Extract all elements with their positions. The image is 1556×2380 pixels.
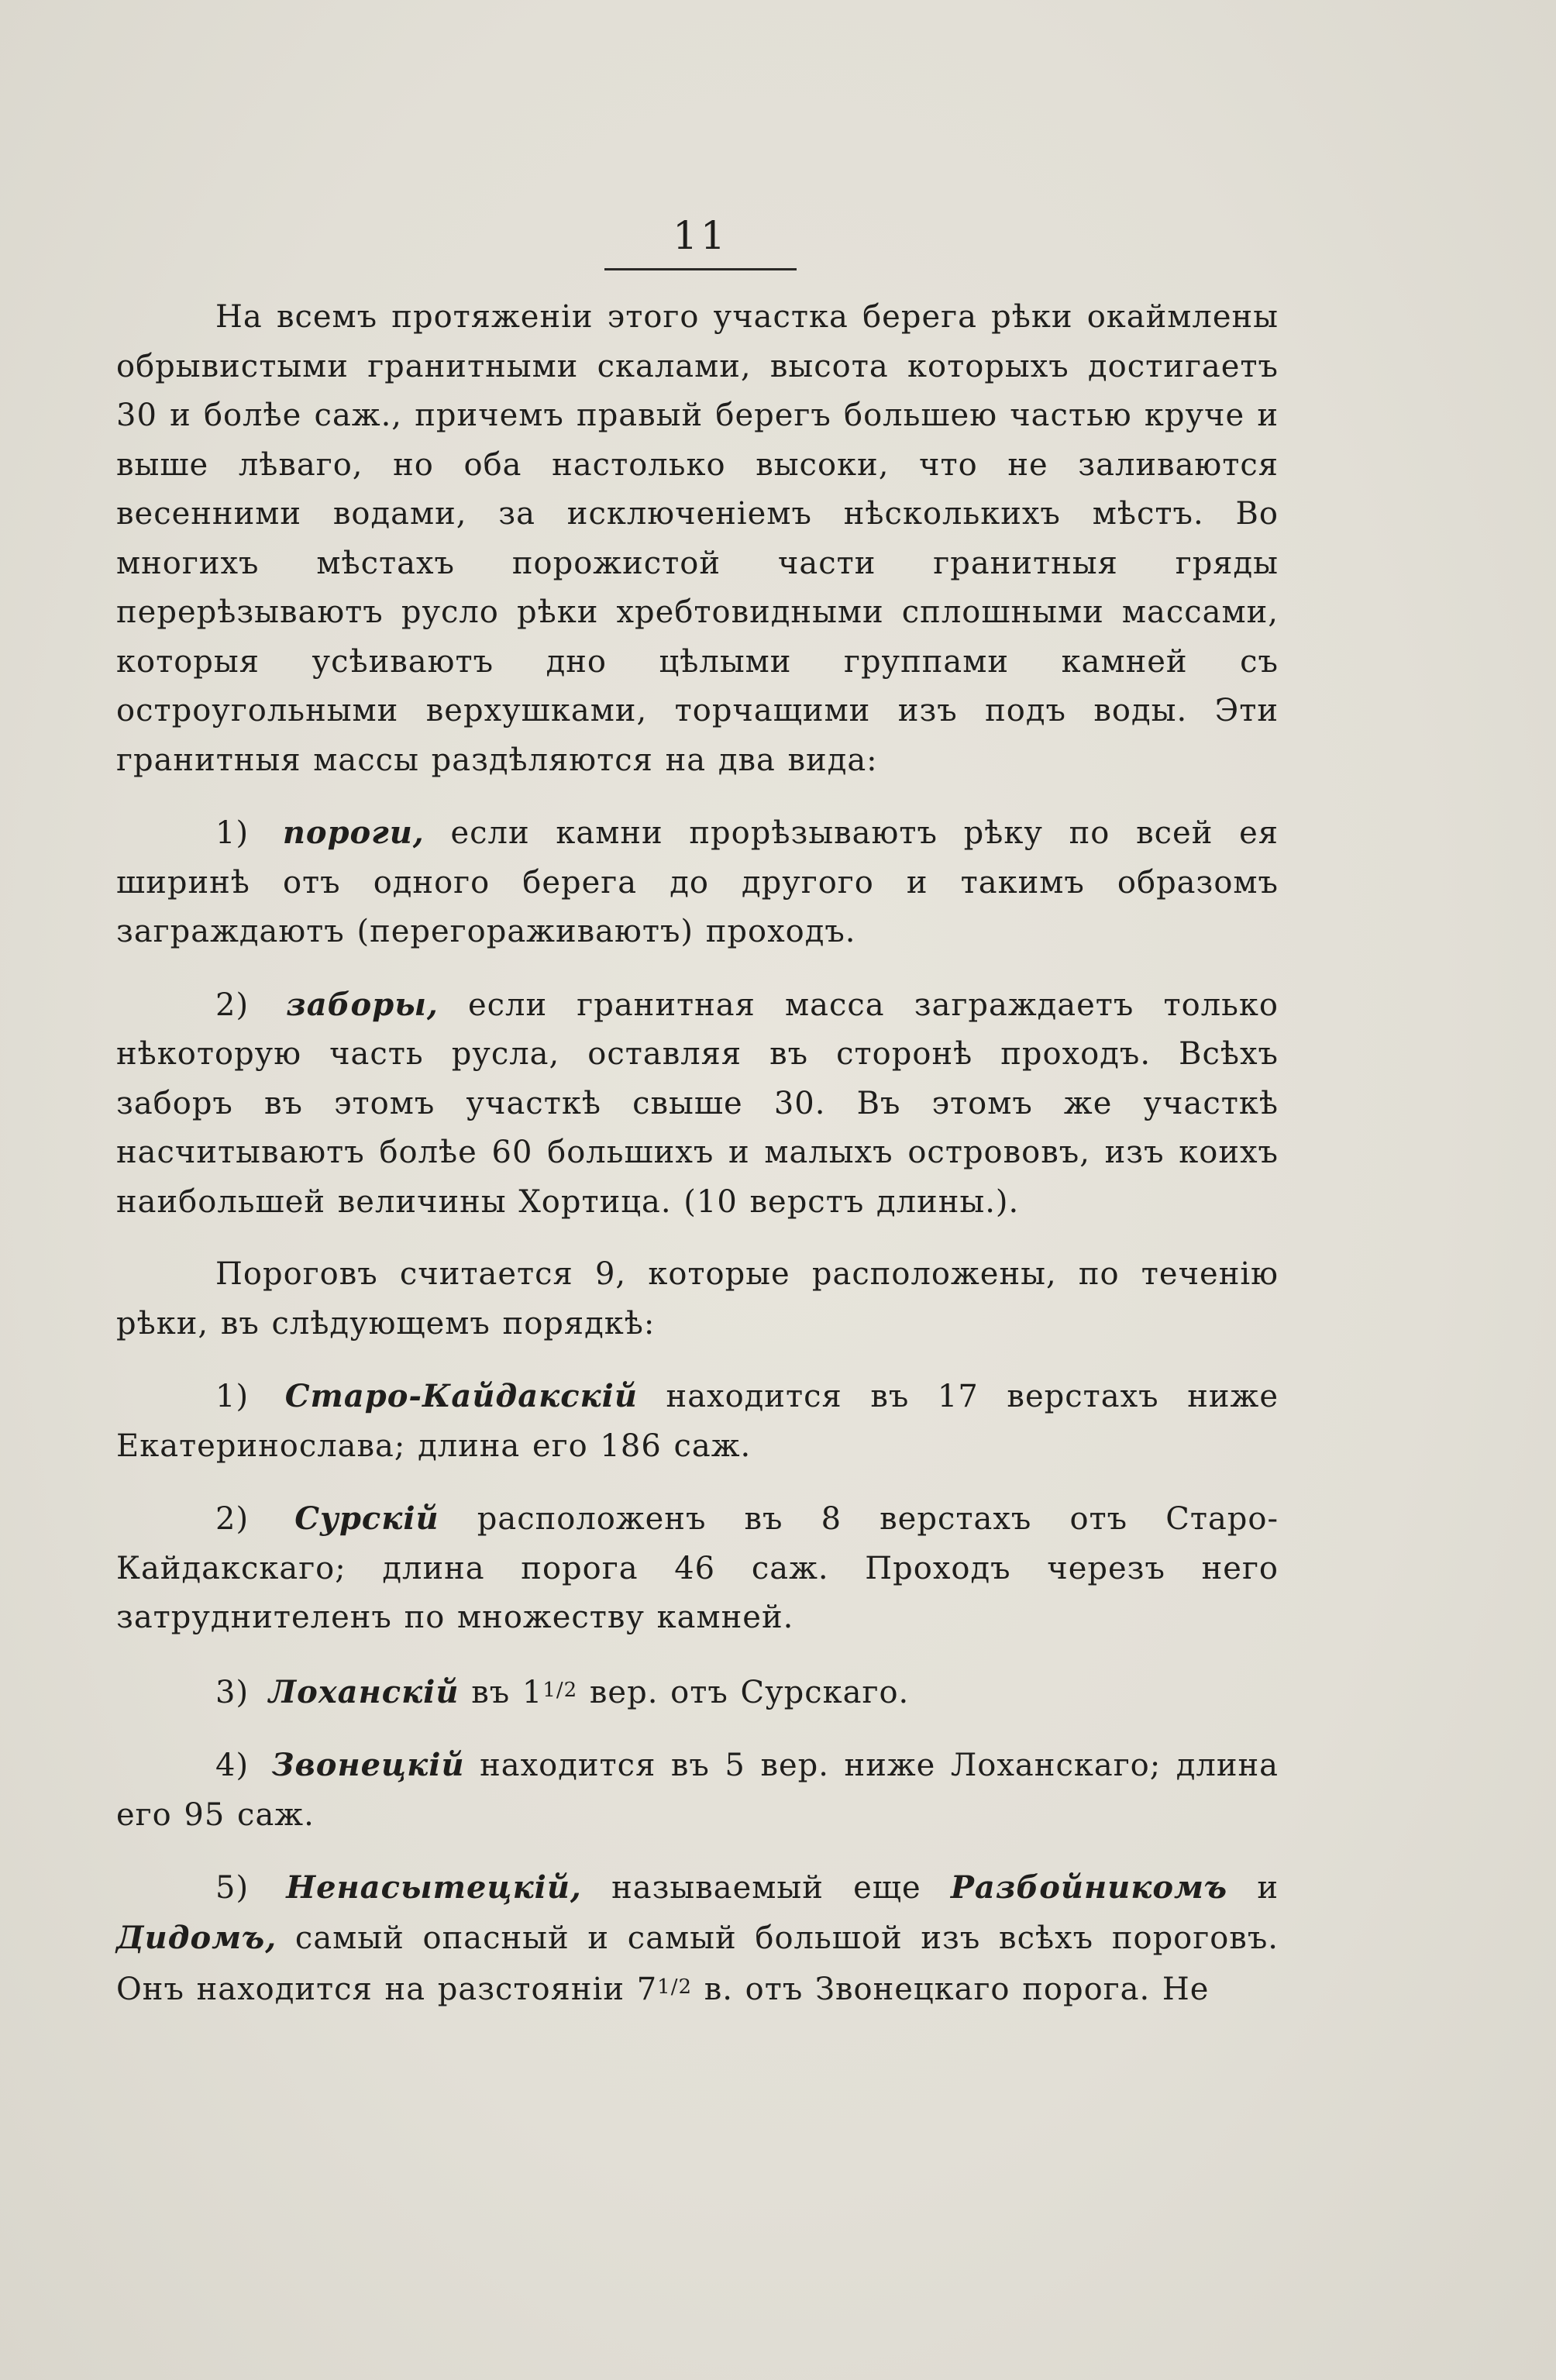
item-number: 5) [215,1870,250,1906]
item-number: 1) [215,815,250,851]
rapids-count-paragraph: Пороговъ считается 9, которые расположены, по теченію рѣки, въ слѣдующемъ порядкѣ: [116,1256,1279,1342]
item-paragraph-zabory [116,980,1279,1228]
fraction: 1/2 [657,1975,692,1999]
item-text: если гранитная масса заграждаетъ только нѣкоторую часть русла, оставляя въ сторонѣ проходъ. Всѣхъ заборъ въ этомъ участкѣ свыше 30. Въ этомъ же участкѣ насчитываютъ болѣе 60 большихъ и малыхъ острововъ, изъ коихъ наибольшей величины Хортица. (10 верстъ длины.). [116,987,1279,1220]
item-number: 3) [215,1674,250,1710]
intro-paragraph: На всемъ протяженіи этого участка берега рѣки окаймлены обрывистыми гранитными скалами, высота которыхъ достигаетъ 30 и болѣе саж., причемъ правый берегъ большею частью круче и выше лѣваго, но оба настолько высоки, что не заливаются весенними водами, за исключеніемъ нѣсколькихъ мѣстъ. Во многихъ мѣстахъ порожистой части гранитныя гряды перерѣзываютъ русло рѣки хребтовидными сплошными массами, которыя усѣиваютъ дно цѣлыми группами камней съ остроугольными верхушками, торчащими изъ подъ воды. Эти гранитныя массы раздѣляются на два вида: [116,299,1279,778]
page-header [604,208,797,270]
page-number: 11 [673,213,728,258]
rapid-alias: Дидомъ, [116,1919,277,1956]
item-text-post: вер. отъ Сурскаго. [589,1674,910,1710]
fraction: 1/2 [542,1678,578,1702]
item-text: если камни прорѣзываютъ рѣку по всей ея ширинѣ отъ одного берега до другого и такимъ образомъ заграждаютъ (перегораживаютъ) проходъ. [116,815,1279,949]
rapid-name: Ненасытецкій, [286,1869,582,1906]
body-text [116,293,1279,2015]
rapid-name: Лоханскій [268,1673,460,1710]
item-number: 2) [215,1501,250,1537]
item-number: 1) [215,1379,250,1414]
term-zabory: заборы, [286,986,439,1023]
item-paragraph-porogi [116,808,1279,957]
item-text: и [1257,1870,1279,1906]
rapid-item-5 [116,1863,1279,2015]
rapid-item-2 [116,1494,1279,1643]
rapid-name: Старо-Кайдакскій [284,1378,638,1414]
rapid-name: Сурскій [294,1500,439,1537]
item-text: находится въ 5 вер. ниже Лоханскаго; длина его 95 саж. [116,1748,1279,1833]
item-number: 2) [215,987,250,1023]
term-porogi: пороги, [282,815,425,851]
rapid-item-1 [116,1372,1279,1471]
item-text: самый опасный и самый большой изъ всѣхъ пороговъ. Онъ находится на разстояніи 7 [116,1920,1279,2007]
item-number: 4) [215,1748,250,1783]
item-text: в. отъ Звонецкаго порога. Не [704,1972,1210,2007]
rapid-name: Звонецкій [271,1747,465,1783]
header-rule [604,268,797,270]
item-text: называемый еще [611,1870,921,1906]
rapid-item-3 [116,1666,1279,1718]
item-text: находится въ 17 верстахъ ниже Екатеринослава; длина его 186 саж. [116,1379,1279,1464]
rapid-alias: Разбойникомъ [950,1869,1228,1906]
item-text: расположенъ въ 8 верстахъ отъ Старо-Кайдакскаго; длина порога 46 саж. Проходъ черезъ него затруднителенъ по множеству камней. [116,1501,1279,1635]
rapid-item-4 [116,1741,1279,1840]
item-text-pre: въ 1 [471,1674,543,1710]
